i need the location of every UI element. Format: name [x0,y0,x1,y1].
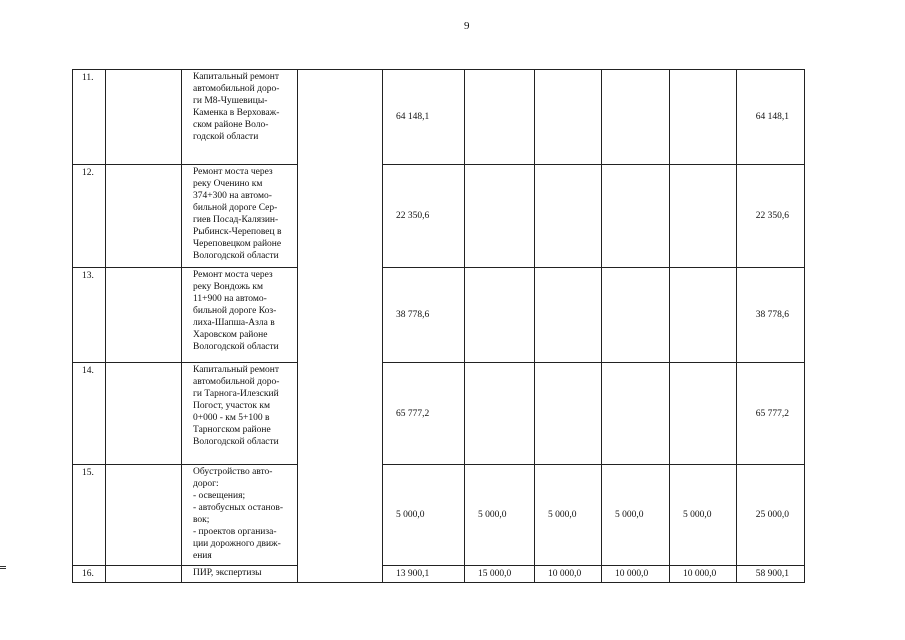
value-cell [535,70,602,165]
value-cell [535,268,602,363]
table-row [73,70,874,165]
value-cell: 5 000,0 [670,465,737,566]
value-cell: 5 000,0 [602,465,670,566]
value-cell [670,268,737,363]
total-cell: 58 900,1 [737,566,805,583]
page-number: 9 [464,20,470,32]
value-cell [465,70,535,165]
value-cell: 13 900,1 [383,566,465,583]
value-cell: 5 000,0 [535,465,602,566]
value-cell: 38 778,6 [383,268,465,363]
value-cell [465,165,535,268]
empty-cell [106,165,182,268]
value-cell [670,165,737,268]
value-cell: 64 148,1 [383,70,465,165]
total-cell: 25 000,0 [737,465,805,566]
empty-cell [106,70,182,165]
work-name: Капитальный ремонт автомобильной доро- ги М8-Чушевицы- Каменка в Верховаж- ском районе Воло- годской области [182,70,298,165]
work-name: Ремонт моста через реку Оченино км 374+300 на автомо- бильной дороге Сер- гиев Посад-Калязин- Рыбинск-Череповец в Череповецком районе Вологодской области [182,165,298,268]
table-row [73,363,874,465]
value-cell [465,268,535,363]
value-cell [670,363,737,465]
budget-table [72,69,874,583]
value-cell: 5 000,0 [465,465,535,566]
work-name: Капитальный ремонт автомобильной доро- ги Тарнога-Илезский Погост, участок км 0+000 - км 5+100 в Тарногском районе Вологодской области [182,363,298,465]
margin-mark [0,566,6,569]
value-cell [535,363,602,465]
total-cell: 38 778,6 [737,268,805,363]
value-cell: 15 000,0 [465,566,535,583]
value-cell: 10 000,0 [535,566,602,583]
value-cell [602,165,670,268]
empty-cell [106,363,182,465]
value-cell: 10 000,0 [670,566,737,583]
value-cell [602,363,670,465]
work-name: Ремонт моста через реку Вондожь км 11+900 на автомо- бильной дороге Коз- лиха-Шапша-Азла в Харовском районе Вологодской области [182,268,298,363]
value-cell: 10 000,0 [602,566,670,583]
value-cell [535,165,602,268]
empty-cell [106,465,182,566]
row-number: 13. [73,268,106,363]
row-number: 16. [73,566,106,583]
row-number: 14. [73,363,106,465]
work-name: Обустройство авто- дорог: - освещения; - автобусных останов- вок; - проектов организа- ции дорожного движ- ения [182,465,298,566]
empty-cell [106,566,182,583]
work-name: ПИР, экспертизы [182,566,298,583]
value-cell: 22 350,6 [383,165,465,268]
table-row [73,268,874,363]
value-cell [670,70,737,165]
value-cell [465,363,535,465]
value-cell [602,70,670,165]
empty-cell [106,268,182,363]
row-number: 12. [73,165,106,268]
table-row [73,465,874,566]
table-row [73,566,874,583]
value-cell: 65 777,2 [383,363,465,465]
value-cell [602,268,670,363]
total-cell: 64 148,1 [737,70,805,165]
value-cell: 5 000,0 [383,465,465,566]
total-cell: 65 777,2 [737,363,805,465]
row-number: 11. [73,70,106,165]
table-row [73,165,874,268]
total-cell: 22 350,6 [737,165,805,268]
row-number: 15. [73,465,106,566]
merged-cell [298,70,383,583]
